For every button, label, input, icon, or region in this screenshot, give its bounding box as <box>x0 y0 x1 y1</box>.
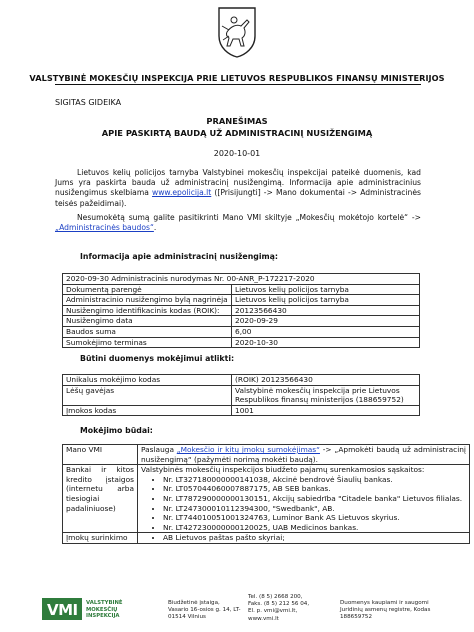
table-label: Nusižengimo identifikacinis kodas (ROIK): <box>63 305 232 316</box>
table-label: Nusižengimo data <box>63 316 232 327</box>
table-label: Dokumentą parengė <box>63 284 232 295</box>
table-row <box>63 405 420 416</box>
method-description <box>138 445 470 465</box>
table-value: 1001 <box>232 405 420 416</box>
administrative-fines-link[interactable]: „Administracinės baudos“ <box>55 223 154 233</box>
mano-vmi-text-end: -> „Apmokėti baudą už administracinį nusižengimą“ (pažymėti norimą mokėti baudą). <box>141 445 466 464</box>
table-label: Sumokėjimo terminas <box>63 337 232 348</box>
header-divider <box>55 84 421 85</box>
table-row <box>63 284 420 295</box>
table-row <box>63 533 470 544</box>
list-item: • AB Lietuvos paštas pašto skyriai; <box>163 533 466 543</box>
footer-line: Biudžetinė įstaiga, <box>168 600 220 606</box>
footer-contacts <box>248 594 309 623</box>
table-value: Lietuvos kelių policijos tarnyba <box>232 295 420 306</box>
list-item: • Nr. LT744010051001324763, Luminor Bank AS Lietuvos skyrius. <box>163 513 466 523</box>
table-row <box>63 375 420 386</box>
table-value: 6,00 <box>232 326 420 337</box>
table-value: 2020-10-30 <box>232 337 420 348</box>
notice-title: PRANEŠIMAS <box>206 116 268 126</box>
offense-table <box>62 273 420 348</box>
method-label: Mano VMI <box>63 445 138 465</box>
footer-line: Duomenys kaupiami ir saugomi <box>340 600 429 606</box>
table-value: Lietuvos kelių policijos tarnyba <box>232 284 420 295</box>
footer-line: Faks. (8 5) 212 56 04, <box>248 601 310 608</box>
payment-methods-table <box>62 444 470 544</box>
balance-paragraph <box>55 213 421 233</box>
list-item: • Nr. LT327180000000141038, Akcinė bendrovė Šiaulių bankas. <box>163 475 466 485</box>
collection-point-list <box>141 533 466 543</box>
table-label: Unikalus mokėjimo kodas <box>63 375 232 386</box>
list-item: • Nr. LT057044060007887175, AB SEB bankas. <box>163 484 466 494</box>
table-row <box>63 274 420 285</box>
list-item: • Nr. LT787290000000130151, Akcijų sabiedrība "Citadele banka" Lietuvos filialas. <box>163 494 466 504</box>
table-row <box>63 337 420 348</box>
footer-address <box>168 600 241 622</box>
intro-text-end: ([Prisijungti] -> Mano dokumentai -> Administracinės teisės pažeidimai). <box>55 188 421 208</box>
footer-line: 188659752 <box>340 614 373 621</box>
mano-vmi-text-start: Paslauga <box>141 445 177 454</box>
method-label: Bankai ir kitos kredito įstaigos (internetu arba tiesiogiai padaliniuose) <box>63 465 138 533</box>
epolicija-link[interactable]: www.epolicija.lt <box>152 188 212 198</box>
list-item: • Nr. LT247300010112394300, "Swedbank", AB. <box>163 504 466 514</box>
footer-line: Juridinių asmenų registre, Kodas <box>340 607 431 614</box>
org-name-line: MOKESČIŲ <box>86 606 118 613</box>
table-label: Baudos suma <box>63 326 232 337</box>
institution-title: VALSTYBINĖ MOKESČIŲ INSPEKCIJA PRIE LIETUVOS RESPUBLIKOS FINANSŲ MINISTERIJOS <box>29 73 445 83</box>
table-label: Įmokos kodas <box>63 405 232 416</box>
method-description <box>138 465 470 533</box>
table-row <box>63 316 420 327</box>
table-row <box>63 445 470 465</box>
table-label: Lėšų gavėjas <box>63 385 232 405</box>
table-value: Valstybinė mokesčių inspekcija prie Lietuvos Respublikos finansų ministerijos (188659752) <box>232 385 420 405</box>
coat-of-arms-icon <box>217 6 257 58</box>
table-row <box>63 305 420 316</box>
table-label: Administracinio nusižengimo bylą nagrinėja <box>63 295 232 306</box>
vmi-logo-text: VMI <box>47 601 78 619</box>
balance-text-start: Nesumokėtą sumą galite pasitikrinti Mano VMI skiltyje „Mokesčių mokėtojo kortelė“ -> <box>77 213 421 222</box>
footer-line: Tel. (8 5) 2668 200, <box>248 594 303 600</box>
table-row <box>63 295 420 306</box>
bank-account-list <box>141 475 466 533</box>
table-value: (ROIK) 20123566430 <box>232 375 420 386</box>
balance-text-end: . <box>153 223 157 233</box>
offense-section-heading: Informacija apie administracinį nusižengimą: <box>80 252 279 261</box>
method-description <box>138 533 470 544</box>
vmi-org-name <box>86 600 123 620</box>
payment-data-table <box>62 374 420 416</box>
intro-text-start: Lietuvos kelių policijos tarnyba Valstybinei mokesčių inspekcijai pateikė duomenis, kad Jums yra paskirta bauda už administracinį nusižengimą. Informacija apie administracinius nusižengimus skelbiama <box>55 168 421 198</box>
table-row <box>63 326 420 337</box>
notice-date: 2020-10-01 <box>213 149 261 158</box>
table-value: 2020-09-29 <box>232 316 420 327</box>
recipient-name: SIGITAS GIDEIKA <box>55 98 122 107</box>
org-name-line: VALSTYBINĖ <box>86 600 123 606</box>
payment-data-section-heading: Būtini duomenys mokėjimui atlikti: <box>80 354 235 363</box>
footer-line: www.vmi.lt <box>248 615 279 622</box>
method-label: Įmokų surinkimo <box>63 533 138 544</box>
payment-methods-section-heading: Mokėjimo būdai: <box>80 426 153 435</box>
offense-order-header: 2020-09-30 Administracinis nurodymas Nr. 00-ANR_P-172217-2020 <box>63 274 420 285</box>
org-name-line: INSPEKCIJA <box>86 613 120 620</box>
footer-line: El. p. vmi@vmi.lt, <box>248 608 298 615</box>
tax-payment-service-link[interactable]: „Mokesčio ir kitų įmokų sumokėjimas“ <box>176 445 320 454</box>
footer-line: 01514 Vilnius <box>168 614 206 621</box>
footer-registry <box>340 600 430 622</box>
intro-paragraph <box>55 168 421 209</box>
footer-line: Vasario 16-osios g. 14, LT- <box>168 607 241 614</box>
table-row <box>63 385 420 405</box>
list-item: • Nr. LT427230000000120025, UAB Medicinos bankas. <box>163 523 466 533</box>
accounts-intro: Valstybinės mokesčių inspekcijos biudžeto pajamų surenkamosios sąskaitos: <box>141 465 425 475</box>
table-value: 20123566430 <box>232 305 420 316</box>
notice-subtitle: APIE PASKIRTĄ BAUDĄ UŽ ADMINISTRACINĮ NUSIŽENGIMĄ <box>101 128 373 138</box>
table-row <box>63 465 470 533</box>
